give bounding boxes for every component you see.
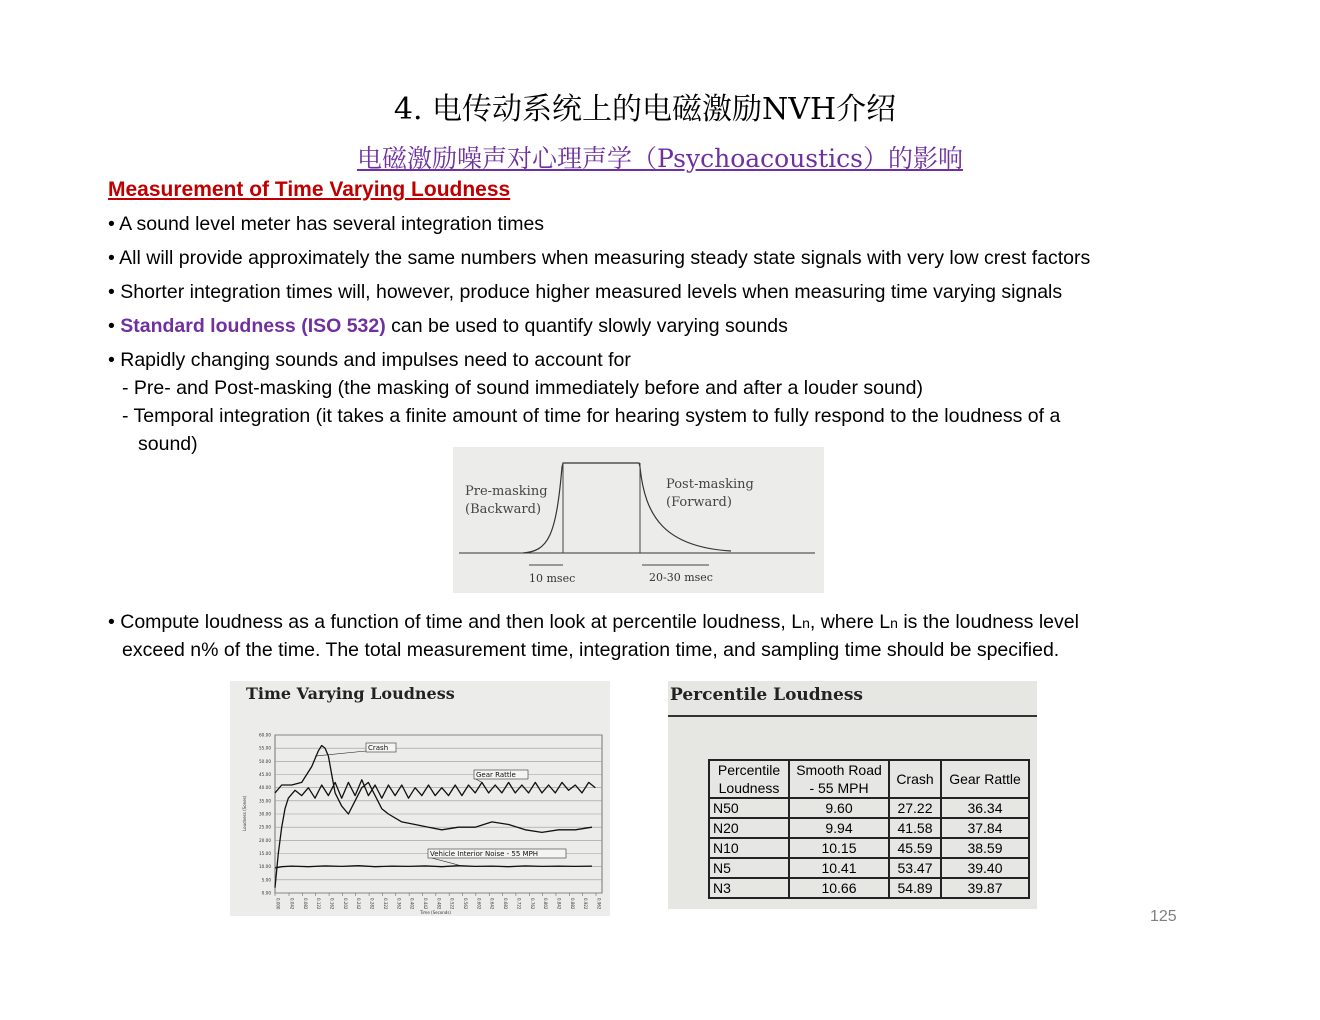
vehicle-noise-label: Vehicle Interior Noise - 55 MPH [430,850,539,858]
table-row [709,858,1029,878]
bullet-percentile-line2: exceed n% of the time. The total measurement time, integration time, and sampling time should be specified. [122,639,1060,661]
bullet-shorter-integration: • Shorter integration times will, however, produce higher measured levels when measuring time varying signals [108,281,1063,303]
y-tick-label: 10.00 [259,864,271,870]
masking-figure [453,447,824,593]
title-rule [668,715,1037,717]
x-tick-label: 0.642 [489,898,495,910]
x-tick-label: 0.402 [409,898,415,910]
masking-diagram [453,447,824,593]
post-label-2: (Forward) [666,495,732,510]
iso-532-highlight: Standard loudness (ISO 532) [120,315,386,337]
gear-rattle-label: Gear Rattle [476,771,516,779]
y-tick-label: 5.00 [261,877,271,883]
cell-crash: 27.22 [889,798,941,818]
table-row [709,838,1029,858]
percentile-title: Percentile Loudness [670,685,863,705]
header-gear-rattle: Gear Rattle [941,760,1029,798]
y-tick-label: 40.00 [259,785,271,791]
table-row [709,878,1029,898]
x-tick-label: 0.722 [516,898,522,910]
sub-bullet-temporal: - Temporal integration (it takes a finite amount of time for hearing system to fully respond to the loudness of a [122,405,1061,427]
header-text: Loudness [718,780,780,796]
cell-smooth: 10.66 [789,878,889,898]
tvl-chart-photo [230,681,610,916]
cell-gear: 39.87 [941,878,1029,898]
cell-crash: 45.59 [889,838,941,858]
crash-label: Crash [368,744,389,752]
header-text: Smooth Road [796,762,882,778]
header-smooth-road [789,760,889,798]
bullet-standard-loudness [108,314,788,338]
x-tick-label: 0.122 [316,898,322,910]
x-tick-label: 0.922 [583,898,589,910]
x-tick-label: 0.042 [289,898,295,910]
post-label-1: Post-masking [666,477,754,492]
row-label: N10 [709,838,789,858]
crash-label-leader [315,751,366,756]
percentile-table [708,759,1030,899]
page-subtitle: 电磁激励噪声对心理声学（Psychoacoustics）的影响 [356,144,964,173]
percentile-table-wrap [708,759,1030,899]
sub-bullet-masking: - Pre- and Post-masking (the masking of sound immediately before and after a louder sound) [122,377,923,399]
x-axis-label: Time (Seconds) [420,910,451,915]
cell-smooth: 9.60 [789,798,889,818]
x-tick-label: 0.322 [382,898,388,910]
bullet-percentile-line1 [108,610,1079,635]
x-tick-label: 0.842 [556,898,562,910]
cell-crash: 41.58 [889,818,941,838]
page-number: 125 [1150,908,1177,925]
x-tick-label: 0.762 [529,898,535,910]
cell-crash: 54.89 [889,878,941,898]
text-part: • Compute loudness as a function of time and then look at percentile loudness, L [108,611,803,633]
x-tick-label: 0.562 [463,898,469,910]
y-tick-label: 15.00 [259,851,271,856]
y-tick-label: 20.00 [259,837,271,843]
y-tick-label: 25.00 [259,824,271,830]
text-part: is the loudness level [897,611,1079,633]
x-tick-label: 0.522 [449,898,455,910]
percentile-table-photo [668,681,1037,909]
header-percentile [709,760,789,798]
x-tick-label: 0.962 [596,898,602,910]
y-tick-label: 60.00 [259,732,271,738]
dim-right-label: 20-30 msec [649,571,713,584]
header-text: Percentile [717,762,781,778]
table-header-row [709,760,1029,798]
x-tick-label: 0.802 [543,898,549,910]
x-tick-label: 0.000 [275,898,281,910]
cell-gear: 38.59 [941,838,1029,858]
row-label: N50 [709,798,789,818]
x-tick-label: 0.082 [302,898,308,910]
x-tick-label: 0.282 [369,898,375,910]
pre-label-1: Pre-masking [465,484,548,499]
x-tick-label: 0.362 [396,898,402,910]
page-title: 4. 电传动系统上的电磁激励NVH介绍 [393,92,897,127]
cell-smooth: 10.15 [789,838,889,858]
dim-left-label: 10 msec [529,572,576,585]
y-tick-label: 30.00 [259,811,271,817]
bullet-rest: can be used to quantify slowly varying sounds [385,315,788,337]
x-tick-label: 0.162 [329,898,335,910]
cell-smooth: 10.41 [789,858,889,878]
bullet-steady-state: • All will provide approximately the same numbers when measuring steady state signals with very low crest factors [108,247,1091,269]
x-tick-label: 0.882 [569,898,575,910]
x-tick-label: 0.682 [503,898,509,910]
x-tick-label: 0.442 [422,898,428,910]
x-tick-label: 0.602 [476,898,482,910]
y-axis-label: Loudness (Sones) [242,795,247,831]
bullet-rapid-sounds: • Rapidly changing sounds and impulses need to account for [108,349,631,371]
y-tick-label: 0.00 [261,890,271,896]
text-part: , where L [809,611,891,633]
header-crash: Crash [889,760,941,798]
cell-gear: 36.34 [941,798,1029,818]
y-tick-label: 35.00 [259,798,271,804]
table-row [709,798,1029,818]
table-row [709,818,1029,838]
cell-gear: 37.84 [941,818,1029,838]
cell-smooth: 9.94 [789,818,889,838]
row-label: N3 [709,878,789,898]
section-heading: Measurement of Time Varying Loudness [108,178,511,201]
cell-crash: 53.47 [889,858,941,878]
bullet-integration-times: • A sound level meter has several integration times [108,213,545,235]
subscript-n: n [802,615,810,631]
y-tick-label: 55.00 [259,745,271,751]
row-label: N20 [709,818,789,838]
sub-bullet-temporal-cont: sound) [138,433,198,455]
y-tick-label: 45.00 [259,772,271,777]
x-tick-label: 0.482 [436,898,442,910]
bullet-prefix: • [108,315,121,337]
row-label: N5 [709,858,789,878]
pre-label-2: (Backward) [465,502,542,517]
chart-title: Time Varying Loudness [246,684,455,703]
tvl-chart [230,681,610,916]
x-tick-label: 0.242 [356,898,362,910]
cell-gear: 39.40 [941,858,1029,878]
header-text: - 55 MPH [809,780,869,796]
y-tick-label: 50.00 [259,758,271,764]
subscript-n: n [890,615,898,631]
x-tick-label: 0.202 [342,898,348,910]
gear-rattle-series-line [275,780,595,888]
